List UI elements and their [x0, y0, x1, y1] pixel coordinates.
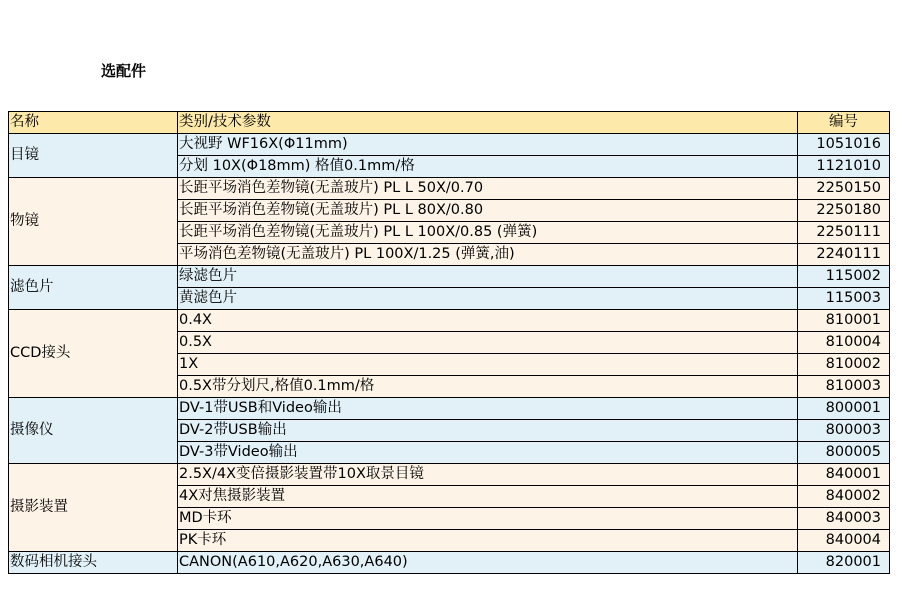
table-row	[9, 398, 890, 420]
table-row	[9, 464, 890, 486]
code-cell: 840002	[798, 486, 890, 508]
header-code: 编号	[798, 112, 890, 134]
table-row	[9, 552, 890, 574]
spec-cell: 4X对焦摄影装置	[178, 486, 798, 508]
spec-cell: 0.4X	[178, 310, 798, 332]
category-name-cell: 滤色片	[9, 266, 178, 310]
page-title: 选配件	[101, 62, 147, 80]
spec-cell: DV-3带Video输出	[178, 442, 798, 464]
table-row	[9, 178, 890, 200]
table-row	[9, 310, 890, 332]
spec-cell: 平场消色差物镜(无盖玻片) PL 100X/1.25 (弹簧,油)	[178, 244, 798, 266]
code-cell: 840003	[798, 508, 890, 530]
code-cell: 810001	[798, 310, 890, 332]
code-cell: 840004	[798, 530, 890, 552]
accessories-table	[8, 111, 890, 574]
code-cell: 2250111	[798, 222, 890, 244]
table-header-row	[9, 112, 890, 134]
code-cell: 2250150	[798, 178, 890, 200]
code-cell: 820001	[798, 552, 890, 574]
spec-cell: DV-2带USB输出	[178, 420, 798, 442]
spec-cell: 长距平场消色差物镜(无盖玻片) PL L 100X/0.85 (弹簧)	[178, 222, 798, 244]
spec-cell: 长距平场消色差物镜(无盖玻片) PL L 80X/0.80	[178, 200, 798, 222]
spec-cell: 0.5X	[178, 332, 798, 354]
category-name-cell: 目镜	[9, 134, 178, 178]
code-cell: 2250180	[798, 200, 890, 222]
spec-cell: 2.5X/4X变倍摄影装置带10X取景目镜	[178, 464, 798, 486]
table-row	[9, 134, 890, 156]
category-name-cell: 摄影装置	[9, 464, 178, 552]
header-name: 名称	[9, 112, 178, 134]
code-cell: 115002	[798, 266, 890, 288]
category-name-cell: 物镜	[9, 178, 178, 266]
code-cell: 810004	[798, 332, 890, 354]
code-cell: 800005	[798, 442, 890, 464]
table-body	[9, 134, 890, 574]
spec-cell: 1X	[178, 354, 798, 376]
spec-cell: DV-1带USB和Video输出	[178, 398, 798, 420]
table-row	[9, 266, 890, 288]
code-cell: 810003	[798, 376, 890, 398]
code-cell: 2240111	[798, 244, 890, 266]
category-name-cell: 摄像仪	[9, 398, 178, 464]
code-cell: 810002	[798, 354, 890, 376]
spec-cell: CANON(A610,A620,A630,A640)	[178, 552, 798, 574]
spec-cell: 黄滤色片	[178, 288, 798, 310]
spec-cell: PK卡环	[178, 530, 798, 552]
code-cell: 800001	[798, 398, 890, 420]
spec-cell: 分划 10X(Φ18mm) 格值0.1mm/格	[178, 156, 798, 178]
code-cell: 800003	[798, 420, 890, 442]
header-spec: 类别/技术参数	[178, 112, 798, 134]
spec-cell: MD卡环	[178, 508, 798, 530]
spec-cell: 大视野 WF16X(Φ11mm)	[178, 134, 798, 156]
spec-cell: 0.5X带分划尺,格值0.1mm/格	[178, 376, 798, 398]
spec-cell: 绿滤色片	[178, 266, 798, 288]
spec-cell: 长距平场消色差物镜(无盖玻片) PL L 50X/0.70	[178, 178, 798, 200]
code-cell: 115003	[798, 288, 890, 310]
code-cell: 840001	[798, 464, 890, 486]
code-cell: 1051016	[798, 134, 890, 156]
category-name-cell: CCD接头	[9, 310, 178, 398]
category-name-cell: 数码相机接头	[9, 552, 178, 574]
code-cell: 1121010	[798, 156, 890, 178]
